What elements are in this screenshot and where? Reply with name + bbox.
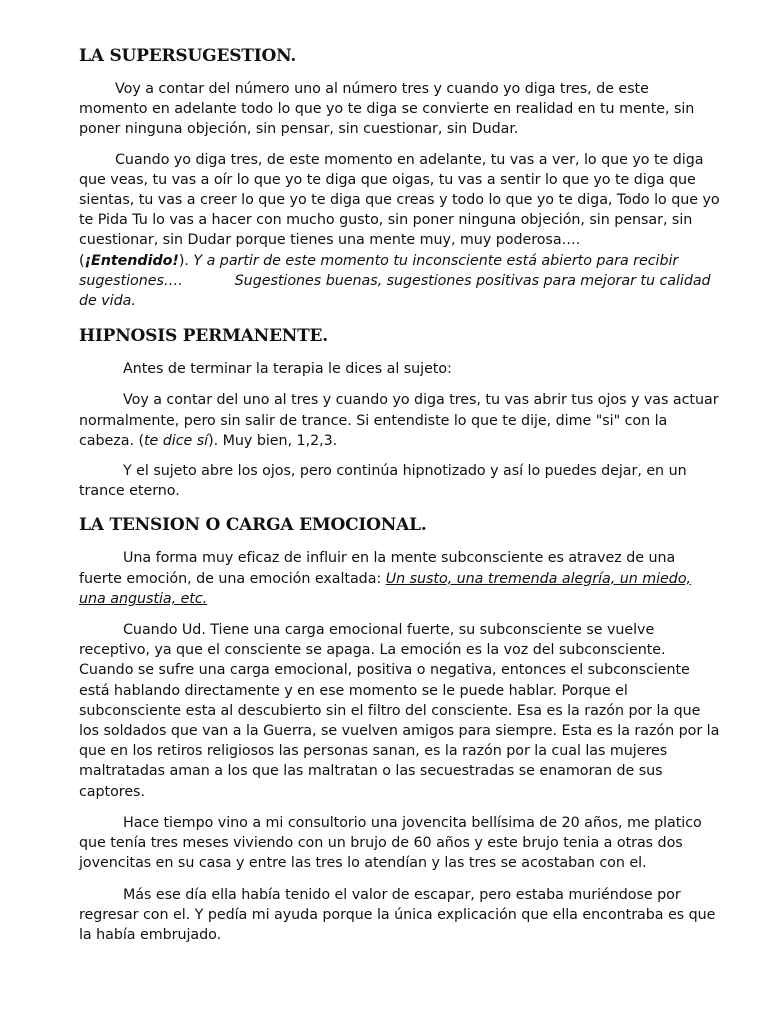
paragraph: Hace tiempo vino a mi consultorio una jovencita bellísima de 20 años, me platico que tenía tres meses viviendo con un brujo de 60 años y este brujo tenia a otras dos jovencitas en su casa y entre las tres lo atendían y las tres se acostaban con el. <box>79 814 702 872</box>
paragraph: Y el sujeto abre los ojos, pero continúa hipnotizado y así lo puedes dejar, en un trance eterno. <box>79 463 687 500</box>
paragraph: Cuando yo diga tres, de este momento en adelante, tu vas a ver, lo que yo te diga que veas, tu vas a oír lo que yo te diga que oigas, tu vas a sentir lo que yo te diga que sientas, tu vas a creer lo que yo te diga que creas y todo lo que yo te diga, Todo lo que yo te Pida Tu lo vas a hacer con mucho gusto, sin poner ninguna objeción, sin pensar, sin cuestionar, sin Dudar porque tienes una mente muy, muy poderosa….(¡Entendido!). Y a partir de este momento tu inconsciente está abierto para recibir sugestiones…. Sugestiones buenas, sugestiones positivas para mejorar tu calidad de vida. <box>79 151 720 310</box>
heading-hipnosis-permanente: HIPNOSIS PERMANENTE. <box>79 326 329 347</box>
paragraph: Cuando Ud. Tiene una carga emocional fuerte, su subconsciente se vuelve receptivo, ya que el consciente se apaga. La emoción es la voz del subconsciente. Cuando se sufre una carga emocional, positiva o negativa, entonces el subconsciente está hablando directamente y en ese momento se le puede hablar. Porque el subconsciente esta al descubierto sin el filtro del consciente. Esa es la razón por la que los soldados que van a la Guerra, se vuelven amigos para siempre. Esta es la razón por la que en los retiros religiosos las personas sanan, es la razón por la cual las mujeres maltratadas aman a los que las maltratan o las secuestradas se enamoran de sus captores. <box>79 622 720 800</box>
emphasis-entendido: ¡Entendido! <box>84 252 179 269</box>
paragraph: Antes de terminar la terapia le dices al sujeto: <box>123 361 452 378</box>
underlined-examples: Un susto, una tremenda alegría, un miedo, una angustia, etc. <box>79 570 692 607</box>
heading-tension-carga-emocional: LA TENSION O CARGA EMOCIONAL. <box>79 515 427 536</box>
paragraph: Una forma muy eficaz de influir en la mente subconsciente es atravez de una fuerte emoción, de una emoción exaltada: Un susto, una tremenda alegría, un miedo, una angustia, etc. <box>79 550 692 607</box>
heading-supersugestion: LA SUPERSUGESTION. <box>79 46 297 66</box>
paragraph: Voy a contar del número uno al número tres y cuando yo diga tres, de este momento en adelante todo lo que yo te diga se convierte en realidad en tu mente, sin poner ninguna objeción, sin pensar, sin cuestionar, sin Dudar. <box>79 81 695 138</box>
paragraph: Voy a contar del uno al tres y cuando yo diga tres, tu vas abrir tus ojos y vas actuar normalmente, pero sin salir de trance. Si entendiste lo que te dije, dime "si" con la cabeza. (te dice sí). Muy bien, 1,2,3. <box>79 392 719 449</box>
paragraph: Más ese día ella había tenido el valor de escapar, pero estaba muriéndose por regresar con el. Y pedía mi ayuda porque la única explicación que ella encontraba es que la había embrujado. <box>79 886 716 943</box>
